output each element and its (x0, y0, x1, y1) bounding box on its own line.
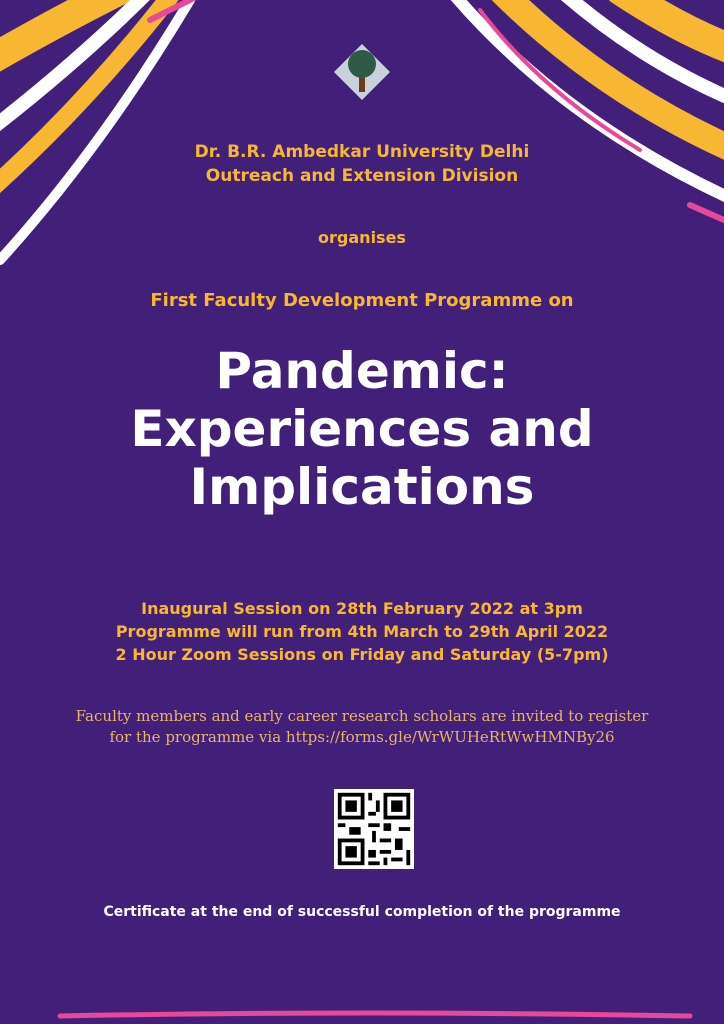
certificate-note: Certificate at the end of successful completion of the programme (103, 904, 621, 920)
division-name: Outreach and Extension Division (205, 166, 519, 186)
schedule-inaugural: Inaugural Session on 28th February 2022 at 3pm (141, 599, 583, 618)
qr-code[interactable] (334, 789, 414, 869)
schedule-sessions: 2 Hour Zoom Sessions on Friday and Saturday (5-7pm) (115, 645, 609, 664)
title-line-3: Implications (189, 458, 535, 516)
university-name: Dr. B.R. Ambedkar University Delhi (194, 142, 530, 162)
invite-text-2: for the programme via (109, 728, 286, 746)
registration-link[interactable]: https://forms.gle/WrWUHeRtWwHMNBy26 (285, 728, 615, 746)
schedule-duration: Programme will run from 4th March to 29th April 2022 (115, 622, 609, 641)
title-line-1: Pandemic: (215, 342, 509, 400)
title-line-2: Experiences and (130, 400, 594, 458)
invite-text: Faculty members and early career research scholars are invited to register (75, 707, 649, 725)
organises-text: organises (318, 228, 406, 247)
university-logo (332, 42, 392, 102)
programme-intro: First Faculty Development Programme on (150, 290, 574, 311)
